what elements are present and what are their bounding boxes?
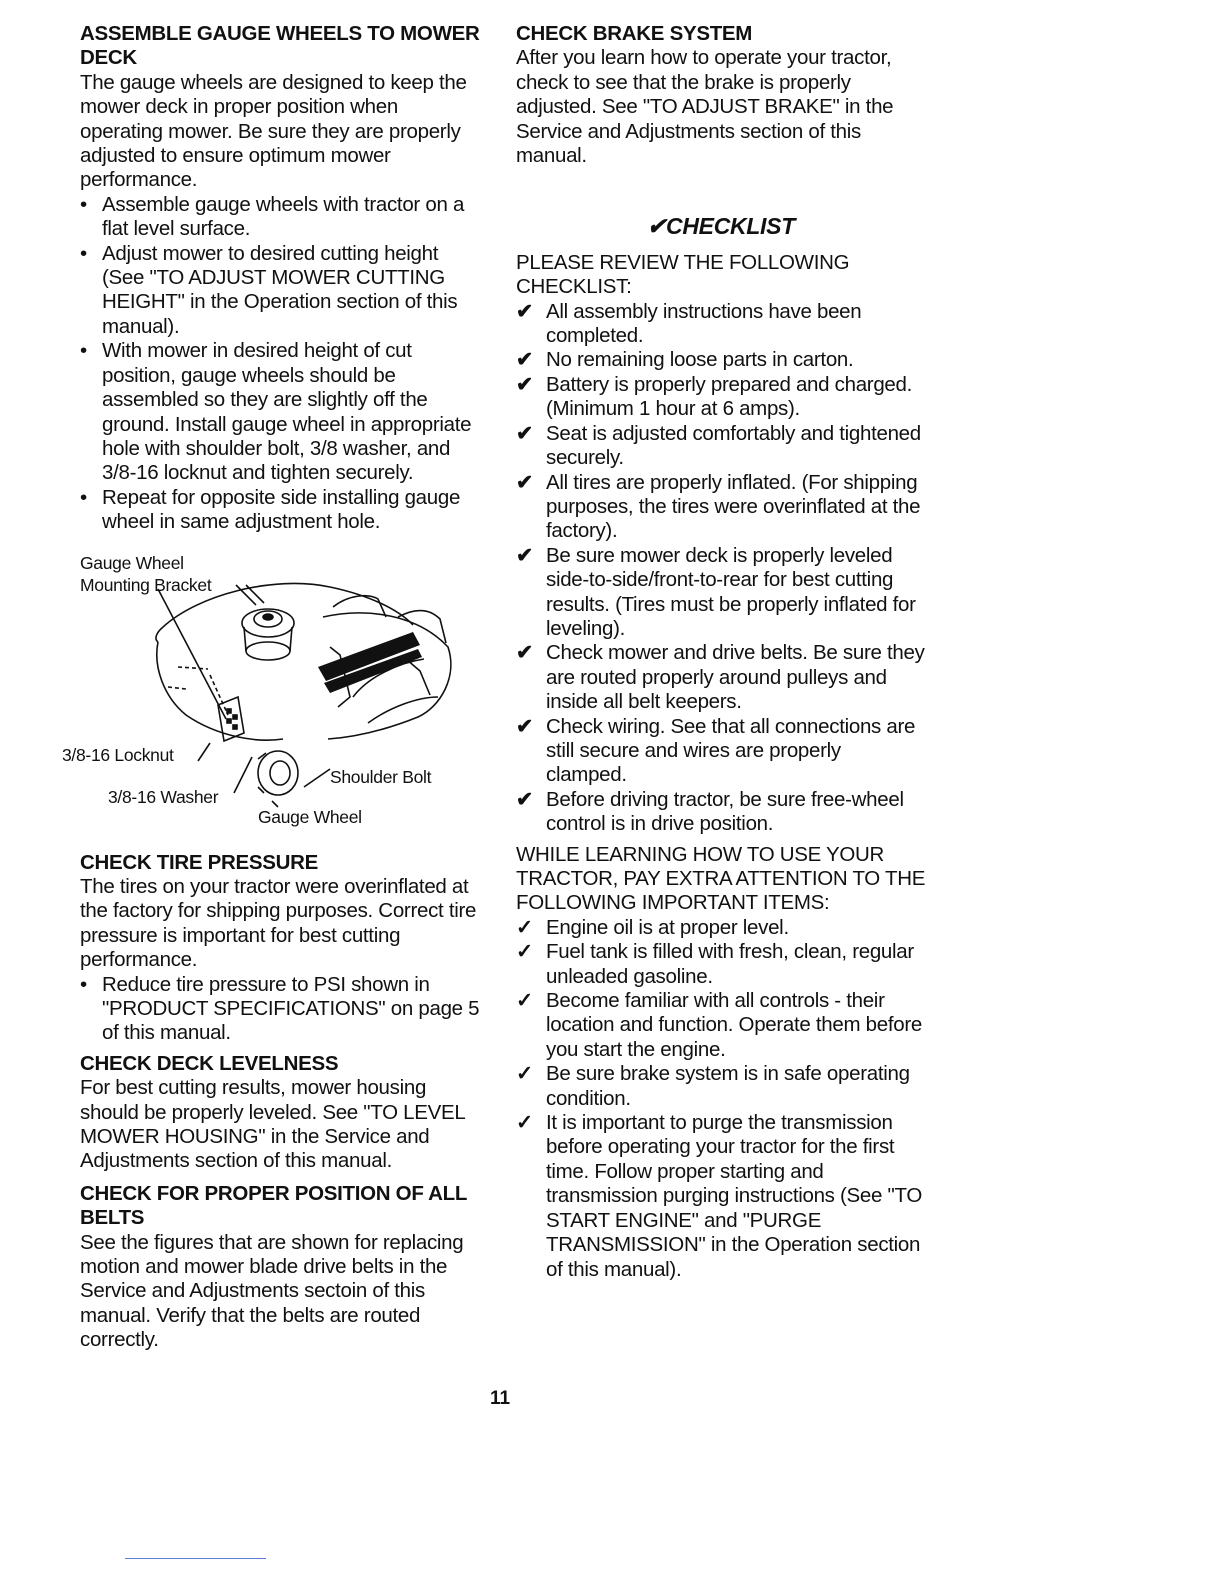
- checklist: [516, 300, 926, 837]
- deck-text: For best cutting results, mower housing should be properly leveled. See "TO LEVEL MOWER HOUSING" in the Service and Adjustments section of this manual.: [80, 1076, 465, 1173]
- list-item: • Assemble gauge wheels with tractor on a flat level surface.: [80, 192, 465, 241]
- label-washer: 3/8-16 Washer: [108, 786, 219, 807]
- list-item: ✓ Fuel tank is filled with fresh, clean, regular unleaded gasoline.: [516, 940, 914, 988]
- list-item: ✔ Seat is adjusted comfortably and tightened securely.: [516, 421, 921, 470]
- tire-heading: CHECK TIRE PRESSURE: [80, 850, 319, 874]
- bullet-icon: •: [80, 339, 87, 363]
- tire-bullets: [80, 973, 480, 1046]
- list-item: ✔ Check mower and drive belts. Be sure they are routed properly around pulleys and inside all belt keepers.: [516, 641, 925, 714]
- belts-text: See the figures that are shown for replacing motion and mower blade drive belts in the Service and Adjustments sectoin of this manual. Verify that the belts are routed correctly.: [80, 1230, 464, 1352]
- checkmark-icon: ✔: [516, 421, 533, 445]
- right-column: [516, 22, 926, 1282]
- checkmark-icon: ✔: [516, 348, 533, 372]
- list-item: ✔ No remaining loose parts in carton.: [516, 348, 854, 372]
- list-item: ✔ Battery is properly prepared and charged. (Minimum 1 hour at 6 amps).: [516, 372, 913, 421]
- checkmark-icon: ✔: [516, 714, 533, 738]
- label-gauge-wheel-bracket-1: Gauge Wheel: [80, 552, 184, 573]
- list-item: ✓ Become familiar with all controls - their location and function. Operate them before you start the engine.: [516, 989, 923, 1061]
- list-item: ✔ All assembly instructions have been completed.: [516, 299, 862, 348]
- checkmark-icon: ✔: [516, 641, 533, 665]
- check-icon: ✓: [516, 1111, 533, 1135]
- left-column: [62, 22, 480, 1353]
- page-number: 11: [490, 1388, 511, 1409]
- tire-text: The tires on your tractor were overinflated at the factory for shipping purposes. Correct tire pressure is important for best cutting performance.: [80, 874, 477, 972]
- checkmark-icon: ✔: [516, 299, 533, 323]
- label-shoulder-bolt: Shoulder Bolt: [330, 766, 432, 787]
- belts-heading: CHECK FOR PROPER POSITION OF ALL BELTS: [80, 1181, 467, 1230]
- list-item: ✓ Be sure brake system is in safe operating condition.: [516, 1062, 910, 1110]
- list-item: ✔ Before driving tractor, be sure free-wheel control is in drive position.: [516, 787, 904, 836]
- brake-text: After you learn how to operate your tractor, check to see that the brake is properly adjusted. See "TO ADJUST BRAKE" in the Service and Adjustments section of this manual.: [516, 46, 894, 168]
- checkmark-icon: ✔: [516, 372, 533, 396]
- list-item: • With mower in desired height of cut position, gauge wheels should be assembled so they are slightly off the ground. Install gauge wheel in appropriate hole with shoulder bolt, 3/8 washer, and 3/8-16 locknut and tighten securely.: [80, 339, 472, 485]
- label-gauge-wheel-bracket-2: Mounting Bracket: [80, 574, 212, 595]
- brake-heading: CHECK BRAKE SYSTEM: [516, 22, 753, 45]
- checkmark-icon: ✔: [516, 543, 533, 567]
- gauge-heading: ASSEMBLE GAUGE WHEELS TO MOWER DECK: [80, 22, 480, 70]
- bullet-icon: •: [80, 485, 87, 509]
- list-item: ✓ Engine oil is at proper level.: [516, 915, 789, 939]
- deck-heading: CHECK DECK LEVELNESS: [80, 1051, 339, 1075]
- list-item: ✔ Check wiring. See that all connections are still secure and wires are properly clamped.: [516, 714, 916, 787]
- checklist-title: ✔CHECKLIST: [647, 213, 795, 240]
- bullet-icon: •: [80, 972, 87, 996]
- check-icon: ✓: [516, 1062, 533, 1086]
- list-item: • Adjust mower to desired cutting height (See "TO ADJUST MOWER CUTTING HEIGHT" in the Operation section of this manual).: [80, 241, 458, 338]
- gauge-intro: The gauge wheels are designed to keep the mower deck in proper position when operating mower. Be sure they are properly adjusted to ensure optimum mower performance.: [80, 70, 467, 192]
- list-item: • Repeat for opposite side installing gauge wheel in same adjustment hole.: [80, 485, 461, 534]
- bullet-icon: •: [80, 241, 87, 265]
- list-item: ✓ It is important to purge the transmission before operating your tractor for the first time. Follow proper starting and transmission purging instructions (See "TO START ENGINE" and "PURGE TRANSMISSION" in the Operation section of this manual).: [516, 1111, 922, 1281]
- list-item: ✔ All tires are properly inflated. (For shipping purposes, the tires were overinflated at the factory).: [516, 470, 921, 543]
- check-icon: ✓: [516, 989, 533, 1013]
- check-icon: ✓: [516, 915, 533, 939]
- label-locknut: 3/8-16 Locknut: [62, 744, 174, 765]
- checklist-intro: PLEASE REVIEW THE FOLLOWING CHECKLIST:: [516, 250, 850, 299]
- list-item: • Reduce tire pressure to PSI shown in "PRODUCT SPECIFICATIONS" on page 5 of this manual.: [80, 972, 480, 1045]
- footer-rule: [125, 1558, 266, 1559]
- learning-intro: WHILE LEARNING HOW TO USE YOUR TRACTOR, PAY EXTRA ATTENTION TO THE FOLLOWING IMPORTANT ITEMS:: [516, 842, 926, 915]
- list-item: ✔ Be sure mower deck is properly leveled side-to-side/front-to-rear for best cutting results. (Tires must be properly inflated for leveling).: [516, 543, 916, 640]
- gauge-wheel-figure: [62, 547, 468, 843]
- checkmark-icon: ✔: [647, 213, 667, 240]
- checkmark-icon: ✔: [516, 787, 533, 811]
- gauge-bullets: [80, 193, 480, 535]
- bullet-icon: •: [80, 192, 87, 216]
- label-gauge-wheel: Gauge Wheel: [258, 806, 362, 827]
- checkmark-icon: ✔: [516, 470, 533, 494]
- learning-list: [516, 916, 926, 1282]
- check-icon: ✓: [516, 940, 533, 964]
